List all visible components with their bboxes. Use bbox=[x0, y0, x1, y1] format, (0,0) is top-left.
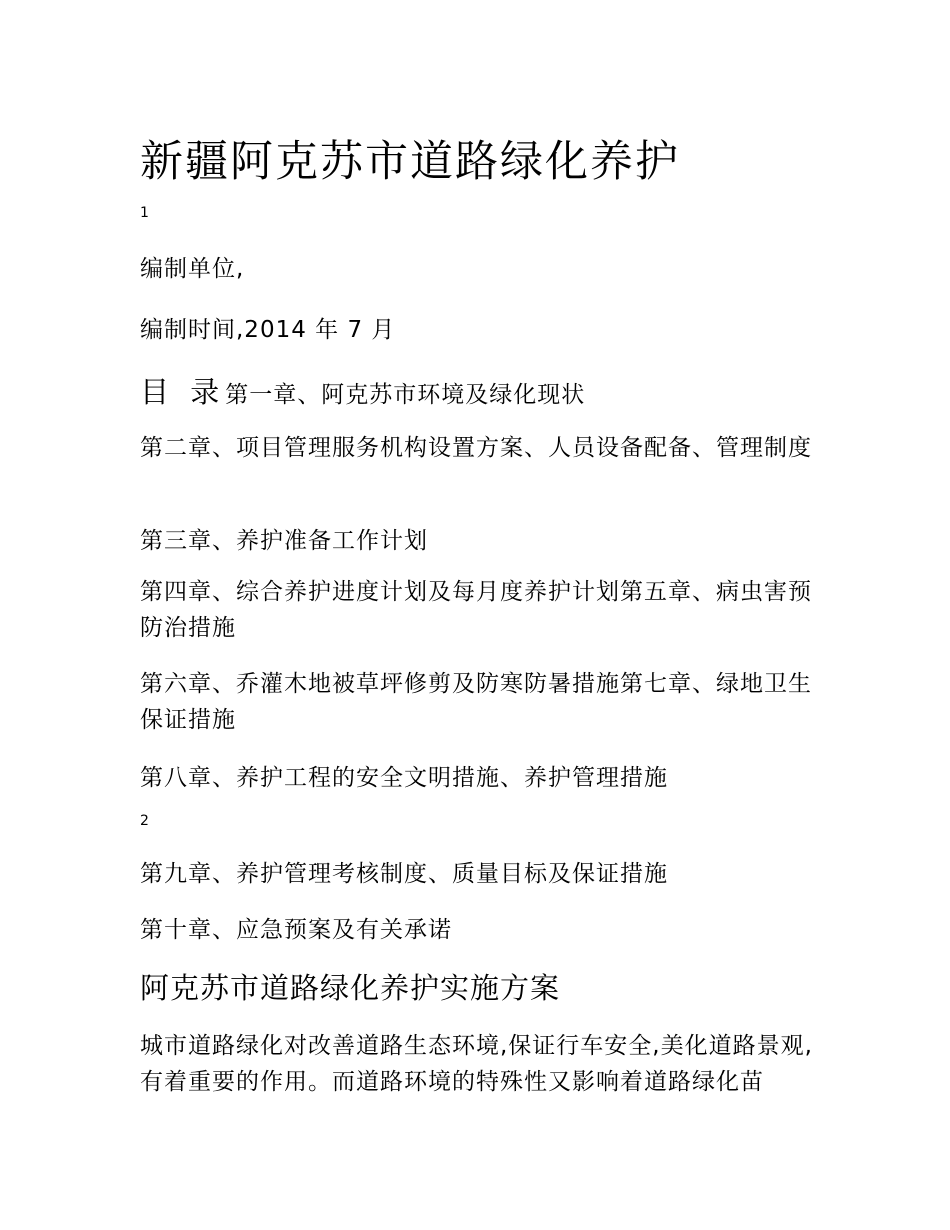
toc-item: 第四章、综合养护进度计划及每月度养护计划第五章、病虫害预防治措施 bbox=[140, 579, 812, 641]
toc-item: 第九章、养护管理考核制度、质量目标及保证措施 bbox=[140, 861, 668, 887]
toc-item: 第二章、项目管理服务机构设置方案、人员设备配备、管理制度 bbox=[140, 435, 812, 461]
toc-item: 第一章、阿克苏市环境及绿化现状 bbox=[225, 382, 586, 408]
toc-heading: 目 录 bbox=[140, 375, 226, 409]
toc-item: 第十章、应急预案及有关承诺 bbox=[140, 917, 452, 943]
toc-item: 第八章、养护工程的安全文明措施、养护管理措施 bbox=[140, 765, 668, 791]
toc-heading-line bbox=[140, 370, 585, 411]
toc-item: 第六章、乔灌木地被草坪修剪及防寒防暑措施第七章、绿地卫生保证措施 bbox=[140, 671, 812, 733]
compile-unit: 编制单位, bbox=[140, 256, 245, 282]
section-title: 阿克苏市道路绿化养护实施方案 bbox=[140, 971, 561, 1005]
body-paragraph: 城市道路绿化对改善道路生态环境,保证行车安全,美化道路景观,有着重要的作用。而道路环境的特殊性又影响着道路绿化苗 bbox=[140, 1033, 813, 1095]
toc-item: 第三章、养护准备工作计划 bbox=[140, 528, 428, 554]
document-title: 新疆阿克苏市道路绿化养护 bbox=[140, 137, 680, 187]
compile-time: 编制时间,2014 年 7 月 bbox=[140, 317, 396, 343]
page-mark-1: 1 bbox=[140, 205, 149, 221]
page-mark-2: 2 bbox=[140, 813, 149, 829]
